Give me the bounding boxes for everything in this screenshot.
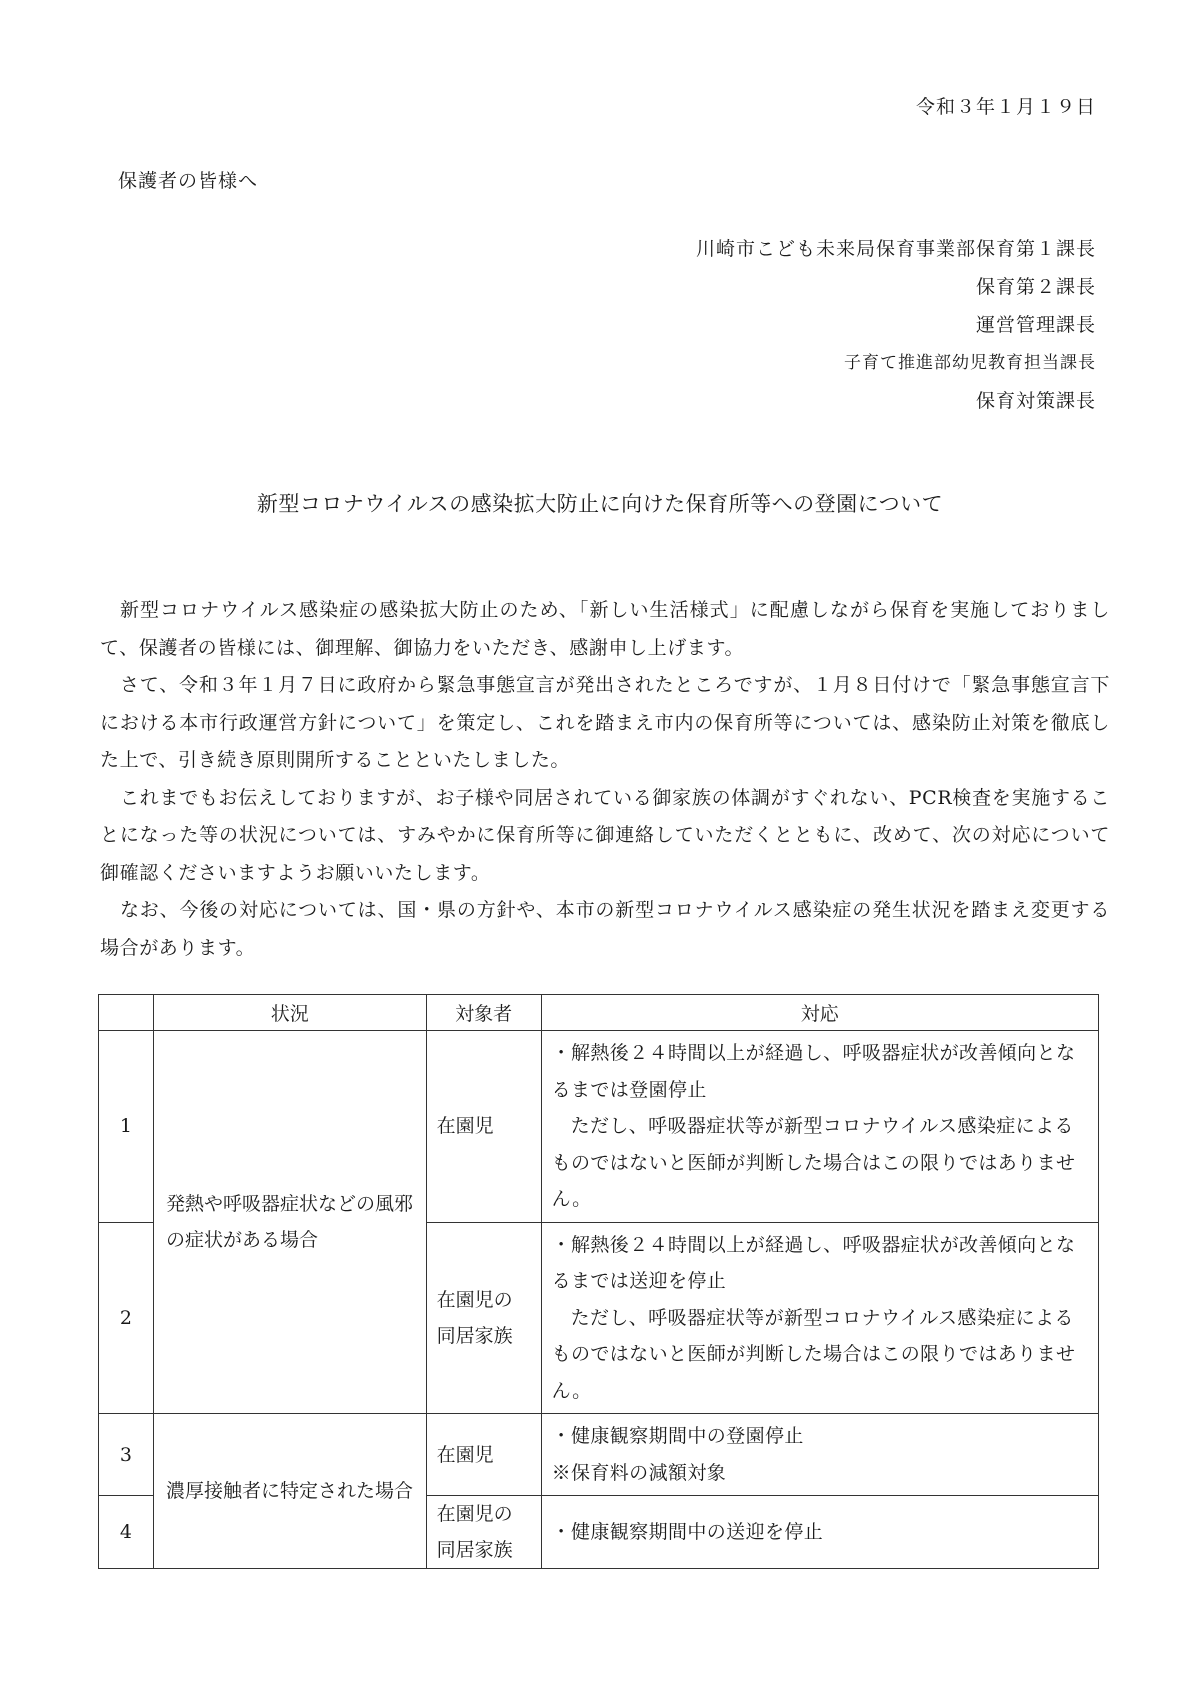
- sender-line: 保育第２課長: [975, 276, 1096, 298]
- sender-line: 運営管理課長: [975, 314, 1096, 336]
- response-table: [98, 994, 1099, 1569]
- table-row: [99, 1031, 1099, 1223]
- header-cell-response: 対応: [541, 995, 1098, 1031]
- response-main: ・解熱後２４時間以上が経過し、呼吸器症状が改善傾向となるまでは登園停止: [551, 1042, 1076, 1101]
- target-cell: 在園児の同居家族: [426, 1222, 541, 1414]
- paragraph: なお、今後の対応については、国・県の方針や、本市の新型コロナウイルス感染症の発生状況を踏まえ変更する場合があります。: [100, 899, 1110, 959]
- table-row: [99, 1414, 1099, 1496]
- response-note: ただし、呼吸器症状等が新型コロナウイルス感染症によるものではないと医師が判断した場合はこの限りではありません。: [551, 1306, 1076, 1402]
- sender-line: 川崎市こども未来局保育事業部保育第１課長: [695, 238, 1096, 260]
- row-number: 4: [99, 1496, 154, 1569]
- header-cell-target: 対象者: [426, 995, 541, 1031]
- sender-line: 子育て推進部幼児教育担当課長: [844, 353, 1096, 373]
- sender-block: [696, 236, 1096, 426]
- document-date: 令和３年１月１９日: [915, 96, 1096, 118]
- target-cell: 在園児: [426, 1031, 541, 1223]
- response-note: ただし、呼吸器症状等が新型コロナウイルス感染症によるものではないと医師が判断した場合はこの限りではありません。: [551, 1115, 1076, 1210]
- paragraph: さて、令和３年１月７日に政府から緊急事態宣言が発出されたところですが、１月８日付けで「緊急事態宣言下における本市行政運営方針について」を策定し、これを踏まえ市内の保育所等については、感染防止対策を徹底した上で、引き続き原則開所することといたしました。: [100, 674, 1110, 771]
- situation-cell: 濃厚接触者に特定された場合: [153, 1414, 426, 1569]
- target-cell: 在園児: [426, 1414, 541, 1496]
- table-header-row: [99, 995, 1099, 1031]
- response-cell: [541, 1414, 1098, 1496]
- paragraph: これまでもお伝えしておりますが、お子様や同居されている御家族の体調がすぐれない、PCR検査を実施することになった等の状況については、すみやかに保育所等に御連絡していただくとともに、改めて、次の対応について御確認くださいますようお願いいたします。: [100, 786, 1110, 884]
- row-number: 2: [99, 1222, 154, 1414]
- addressee: 保護者の皆様へ: [118, 170, 259, 192]
- header-cell-number: [99, 995, 154, 1031]
- row-number: 3: [99, 1414, 154, 1496]
- response-main: ・解熱後２４時間以上が経過し、呼吸器症状が改善傾向となるまでは送迎を停止: [551, 1233, 1076, 1292]
- row-number: 1: [99, 1031, 154, 1223]
- sender-line: 保育対策課長: [975, 390, 1096, 412]
- response-main: ・健康観察期間中の送迎を停止: [551, 1520, 824, 1543]
- document-title: 新型コロナウイルスの感染拡大防止に向けた保育所等への登園について: [256, 492, 944, 516]
- response-main: ・健康観察期間中の登園停止: [551, 1425, 804, 1447]
- body-text: [100, 592, 1110, 967]
- response-cell: [541, 1222, 1098, 1414]
- response-note: ※保育料の減額対象: [551, 1461, 727, 1484]
- response-cell: [541, 1496, 1098, 1569]
- situation-cell: 発熱や呼吸器症状などの風邪の症状がある場合: [153, 1031, 426, 1414]
- response-cell: [541, 1031, 1098, 1223]
- paragraph: 新型コロナウイルス感染症の感染拡大防止のため、「新しい生活様式」に配慮しながら保育を実施しておりまして、保護者の皆様には、御理解、御協力をいただき、感謝申し上げます。: [100, 599, 1110, 659]
- target-cell: 在園児の同居家族: [426, 1496, 541, 1569]
- header-cell-situation: 状況: [153, 995, 426, 1031]
